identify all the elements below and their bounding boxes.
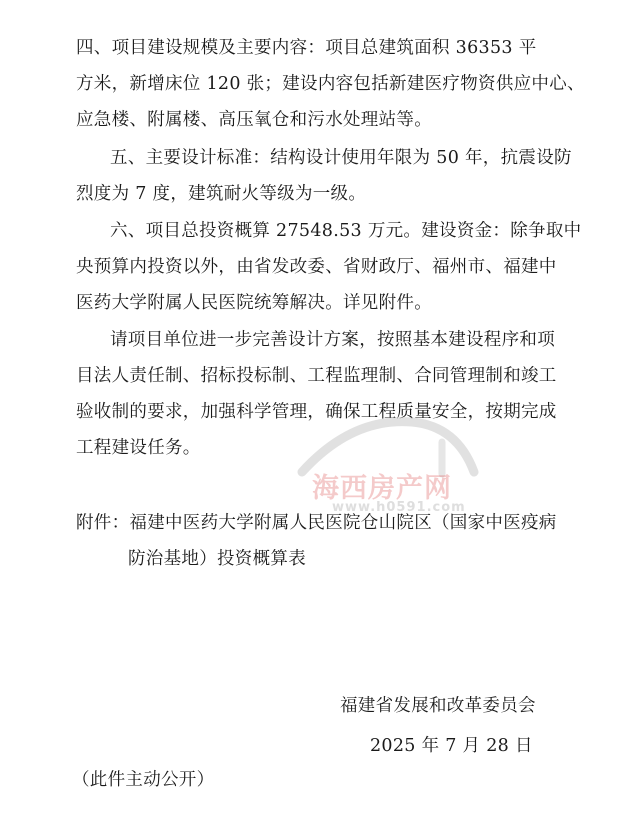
- watermark: [292, 412, 482, 522]
- section-5-line-1: 五、主要设计标准：结构设计使用年限为 50 年，抗震设防: [110, 148, 572, 168]
- closing-line-1: 请项目单位进一步完善设计方案，按照基本建设程序和项: [110, 330, 555, 350]
- disclosure-note: （此件主动公开）: [72, 770, 215, 790]
- attachment-line-1: 附件：福建中医药大学附属人民医院仓山院区（国家中医疫病: [76, 513, 557, 533]
- closing-line-2: 目法人责任制、招标投标制、工程监理制、合同管理制和竣工: [76, 366, 557, 386]
- section-4-line-1: 四、项目建设规模及主要内容：项目总建筑面积 36353 平: [76, 38, 537, 58]
- section-6-line-1: 六、项目总投资概算 27548.53 万元。建设资金：除争取中: [110, 221, 582, 241]
- section-4-line-3: 应急楼、附属楼、高压氧仓和污水处理站等。: [76, 110, 432, 130]
- section-4-line-2: 方米，新增床位 120 张；建设内容包括新建医疗物资供应中心、: [76, 74, 585, 94]
- watermark-name: 海西房产网: [312, 473, 452, 504]
- section-6-line-3: 医药大学附属人民医院统筹解决。详见附件。: [76, 293, 432, 313]
- section-5-line-2: 烈度为 7 度，建筑耐火等级为一级。: [76, 184, 367, 204]
- signature-date: 2025 年 7 月 28 日: [370, 736, 533, 756]
- closing-line-3: 验收制的要求，加强科学管理，确保工程质量安全，按期完成: [76, 402, 557, 422]
- closing-line-4: 工程建设任务。: [76, 438, 201, 458]
- watermark-url: www.h0591.com: [332, 500, 466, 515]
- attachment-line-2: 防治基地）投资概算表: [128, 549, 306, 569]
- section-6-line-2: 央预算内投资以外，由省发改委、省财政厅、福州市、福建中: [76, 257, 557, 277]
- signature-org: 福建省发展和改革委员会: [340, 696, 536, 716]
